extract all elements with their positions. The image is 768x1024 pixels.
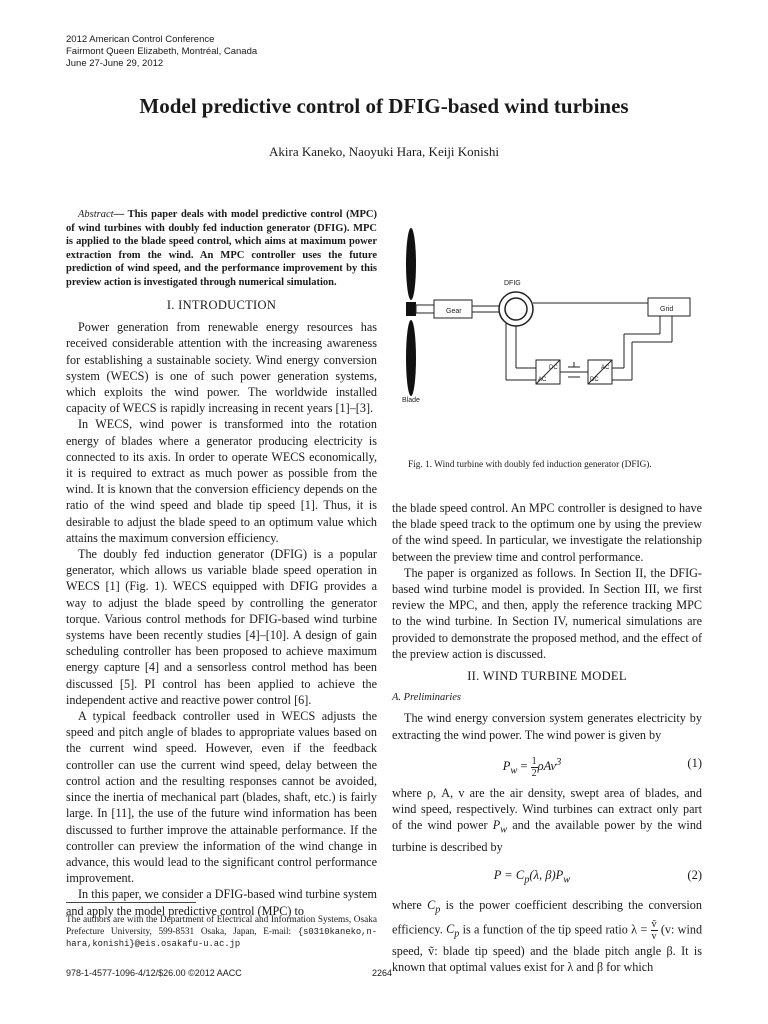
- shaft-2: [472, 306, 502, 312]
- abstract: [66, 208, 377, 289]
- equation-1: [392, 749, 702, 779]
- eq1-fraction: [531, 756, 538, 779]
- p5-part-c: is a function of the tip speed ratio λ =: [462, 922, 648, 937]
- footnote-rule: [66, 902, 196, 903]
- intro-paragraph-2: In WECS, wind power is transformed into the rotation energy of blades where a generator producing electricity is connected to its axis. In order to operate WECS economically, it is required to extract as much power as possible from the wind. It is known that the conversion efficiency depends on the ratio of the wind speed and blade tip speed [1]. Thus, it is desirable to adjust the blade speed to an optimum value which attains the maximum conversion efficiency.: [66, 417, 377, 545]
- equation-2-number: (2): [687, 868, 702, 883]
- eq1-rhs: ρAv: [537, 759, 557, 773]
- intro-paragraph-3: The doubly fed induction generator (DFIG) is a popular generator, which allows us variable blade speed operation in WECS [1] (Fig. 1). WECS equipped with DFIG provides a way to adjust the blade speed by controlling the generator torque. Various control methods for DFIG-based wind turbine systems have been recently studies [4]–[10]. A design of gain scheduling controller has been proposed to achieve maximum energy capture [4] and a sensorless control method has been discussed [5]. PI control has been applied to achieve the independent active and reactive power control [6].: [66, 547, 377, 707]
- cp-symbol: $C_p$: [427, 898, 441, 916]
- p4-part-b: and the available power by the wind turbine is described by: [392, 818, 703, 854]
- grid-label: Grid: [660, 306, 674, 313]
- gear-label: Gear: [446, 308, 462, 315]
- abstract-label: Abstract: [78, 209, 114, 220]
- right-paragraph-1: the blade speed control. An MPC controller is designed to have the blade speed track to the optimum one by using the preview of the wind speed. In particular, we investigate the relationship between the preview time and control performance.: [392, 501, 702, 564]
- figure-dfig-diagram: [392, 222, 702, 412]
- converter-1-bottom-label: AC: [538, 377, 547, 383]
- blade-upper: [406, 228, 416, 300]
- left-column: [66, 208, 377, 919]
- intro-paragraph-1: Power generation from renewable energy resources has received considerable attention with the increasing awareness for establishing a sustainable society. Wind energy conversion system (WECS) is one of such power generation systems, which exploits the wind power. The worldwide installed capacity of WECS is rapidly increasing in recent years [1]–[3].: [66, 320, 377, 416]
- header-line-3: June 27-June 29, 2012: [66, 58, 164, 69]
- cp-symbol-sub: p: [435, 904, 441, 916]
- cp-symbol-2-sub: p: [454, 928, 460, 940]
- pw-symbol-sub: w: [500, 824, 508, 836]
- pw-symbol: [492, 818, 508, 836]
- p5-part-a: where: [392, 898, 422, 913]
- eq1-lhs-sub: w: [510, 765, 518, 777]
- hub: [406, 302, 416, 316]
- eq2-sub: p: [524, 874, 530, 886]
- right-paragraph-4: [392, 785, 702, 855]
- right-paragraph-3: The wind energy conversion system generates electricity by extracting the wind power. The wind power is given by: [392, 711, 702, 742]
- section-heading-model: II. WIND TURBINE MODEL: [467, 669, 627, 684]
- tsr-den: v: [651, 930, 657, 942]
- right-paragraph-2: The paper is organized as follows. In Section II, the DFIG-based wind turbine model is provided. In Section III, we first review the MPC, and then, apply the reference tracking MPC to the wind turbine. In Section IV, numerical simulations are provided to demonstrate the proposed method, and the effect of the preview action is discussed.: [392, 565, 702, 661]
- blade-lower: [406, 320, 416, 396]
- shaft: [416, 305, 434, 313]
- paper-title: Model predictive control of DFIG-based wind turbines: [139, 94, 629, 118]
- paper-authors: Akira Kaneko, Naoyuki Hara, Keiji Konishi: [269, 144, 499, 159]
- eq2-text: P = C: [493, 868, 525, 883]
- equation-2: [392, 861, 702, 891]
- equation-1-number: (1): [687, 755, 702, 770]
- eq2-rest-sub: w: [563, 874, 571, 886]
- eq1-rhs-sup: 3: [556, 756, 562, 768]
- eq1-frac-den: 2: [531, 767, 537, 779]
- dfig-inner: [505, 298, 527, 320]
- converter-2-top-label: AC: [601, 365, 610, 371]
- right-paragraph-5: [392, 897, 702, 975]
- right-column: [392, 500, 702, 975]
- pw-symbol-base: P: [492, 818, 501, 833]
- converter-1-top-label: DC: [549, 365, 558, 371]
- eq1-equals: =: [517, 759, 531, 773]
- footnote: [66, 914, 377, 950]
- intro-paragraph-4: A typical feedback controller used in WECS adjusts the speed and pitch angle of blades to appropriate values based on the current wind speed. However, even if the feedback controller can use the current wind speed, delay between the control action and the resulting responses cannot be avoided, since the inertia of mechanical part (blades, shaft, etc.) is fairly large. In [11], the use of the future wind information has been discussed to further improve the attainable performance. If the controller can preview the information of the wind change in advance, this would lead to the significant control performance improvement.: [66, 709, 377, 886]
- page-number: 2264: [372, 968, 393, 978]
- figure-caption: Fig. 1. Wind turbine with doubly fed induction generator (DFIG).: [408, 460, 652, 470]
- tsr-fraction: [651, 919, 658, 942]
- eq1-frac-num: 1: [531, 755, 537, 767]
- p4-part-a: where ρ, A, v are the air density, swept area of blades, and wind speed, respectively. Wind turbines can extract only part of the wind power: [392, 785, 702, 833]
- p5-part-d: (v: wind speed, ṽ: blade tip speed) and the blade pitch angle β. It is known that optimal values exist for λ and β for which: [392, 922, 703, 974]
- footnote-text: The authors are with the Department of Electrical and Information Systems, Osaka Prefecture University, 599-8531 Osaka, Japan, E-mail:: [66, 915, 377, 937]
- section-heading-intro: I. INTRODUCTION: [166, 298, 277, 312]
- dfig-label: DFIG: [504, 280, 521, 287]
- dfig-diagram: [392, 222, 702, 412]
- subsection-heading: A. Preliminaries: [392, 692, 462, 704]
- eq1-lhs: P: [502, 759, 511, 773]
- conference-header: [66, 34, 257, 70]
- abstract-text: — This paper deals with model predictive control (MPC) of wind turbines with doubly fed induction generator (DFIG). MPC is applied to the blade speed control, which aims at maximum power extraction from the wind. An MPC controller uses the future prediction of wind speed, and the performance improvement by this preview action is investigated through numerical simulation.: [66, 209, 377, 288]
- tsr-num: ṽ: [651, 918, 657, 930]
- header-line-2: Fairmont Queen Elizabeth, Montréal, Canada: [66, 46, 258, 57]
- intro-paragraph-5: In this paper, we consider a DFIG-based wind turbine system and apply the model predictive control (MPC) to: [66, 887, 377, 918]
- footnote-email: {s0310kaneko,n-hara,konishi}@eis.osakafu-u.ac.jp: [66, 927, 377, 949]
- equation-2-expression: [392, 867, 672, 889]
- eq2-rest: (λ, β)P: [529, 868, 564, 883]
- copyright-line: 978-1-4577-1096-4/12/$26.00 ©2012 AACC: [66, 968, 242, 978]
- equation-1-expression: [392, 755, 672, 780]
- blade-label: Blade: [402, 397, 420, 404]
- converter-2-bottom-label: DC: [590, 377, 599, 383]
- header-line-1: 2012 American Control Conference: [66, 34, 215, 45]
- p5-part-b: is the power coefficient describing the conversion efficiency.: [392, 898, 702, 937]
- cp-symbol-2: $C_p$: [446, 922, 460, 940]
